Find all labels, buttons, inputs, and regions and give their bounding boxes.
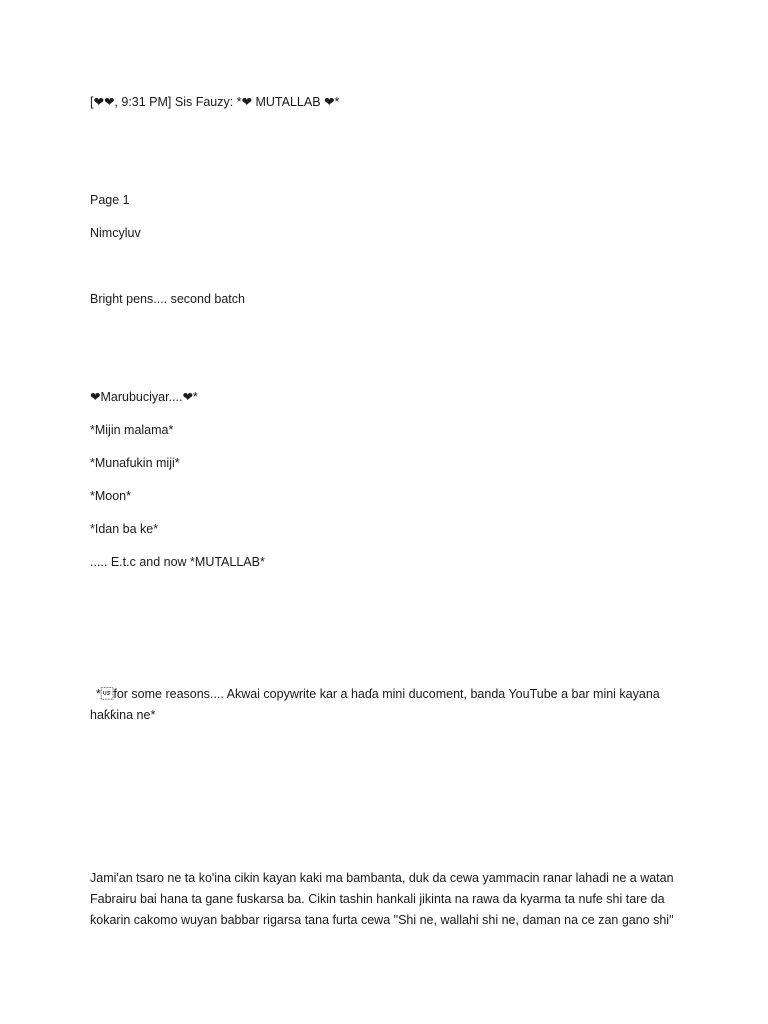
work-title: *Mijin malama* [90, 423, 174, 437]
current-work-line: ..... E.t.c and now *MUTALLAB* [90, 555, 265, 569]
batch-line: Bright pens.... second batch [90, 292, 245, 306]
author-name: Nimcyluv [90, 226, 141, 240]
previous-works-heading: ❤Marubuciyar....❤* [90, 390, 198, 404]
page-number: Page 1 [90, 193, 130, 207]
work-title: *Munafukin miji* [90, 456, 180, 470]
work-title: *Moon* [90, 489, 131, 503]
chat-header-line: [❤❤, 9:31 PM] Sis Fauzy: *❤ MUTALLAB ❤* [90, 95, 340, 109]
work-title: *Idan ba ke* [90, 522, 159, 536]
story-paragraph: Jami'an tsaro ne ta ko'ina cikin kayan kaki ma bambanta, duk da cewa yammacin ranar lahadi ne a watan Fabrairu bai hana ta gane fuskarsa ba. Cikin tashin hankali jikinta na rawa da kyarma ta nufe shi tare da ƙokarin cakomo wuyan babbar rigarsa tana furta cewa "Shi ne, wallahi shi ne, daman na ce zan gano shi" [90, 871, 674, 927]
copyright-notice: * for some reasons.... Akwai copywrite kar a haɗa mini ducoment, banda YouTube a bar mini kayana haƙƙina ne* [90, 687, 660, 722]
